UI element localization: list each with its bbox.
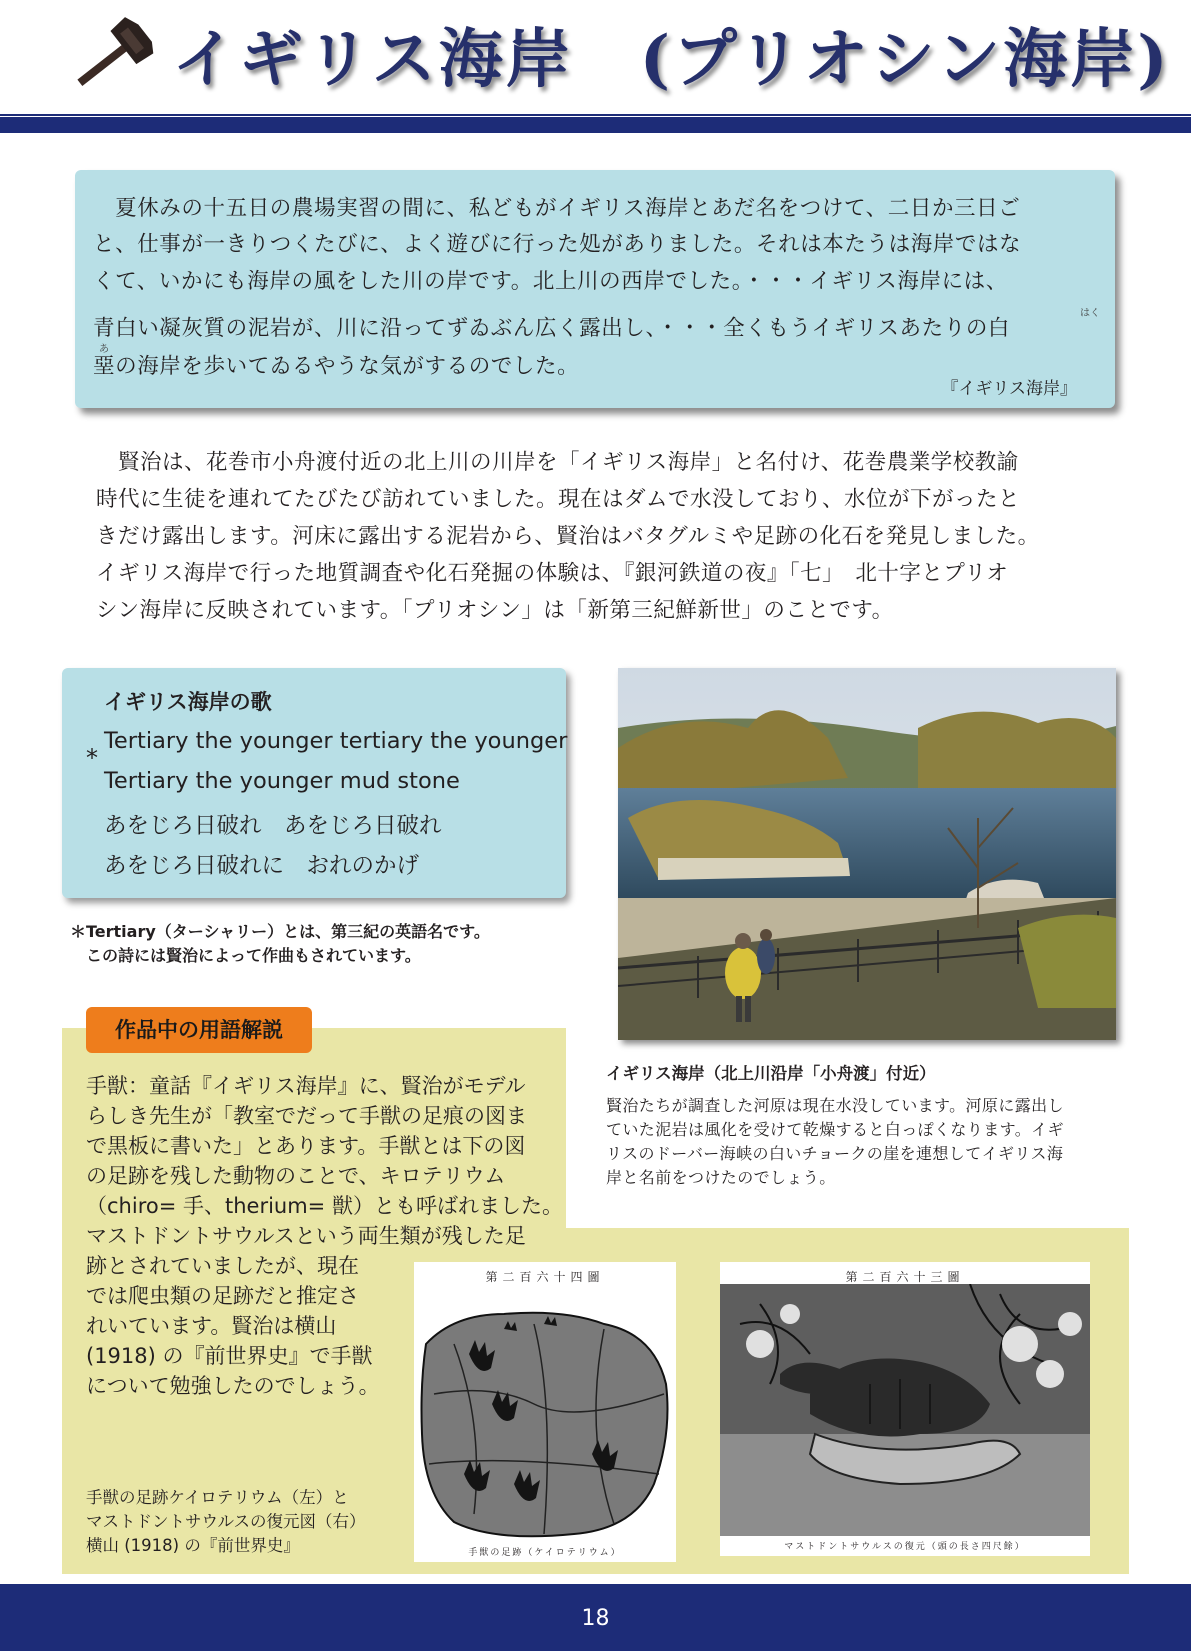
- song-title: イギリス海岸の歌: [104, 690, 272, 714]
- ruby-haku: はく: [1080, 308, 1100, 319]
- page-title: イギリス海岸 (プリオシン海岸): [172, 22, 1171, 97]
- quote-line: 青白い凝灰質の泥岩が、川に沿ってずゐぶん広く露出し、・・・全くもうイギリスあたりの白: [93, 316, 1011, 341]
- song-note: [70, 920, 490, 968]
- glossary-line: 手獣：童話『イギリス海岸』に、賢治がモデル: [86, 1074, 526, 1098]
- figure-footer: マストドントサウルスの復元（頭の長さ四尺餘）: [784, 1542, 1026, 1552]
- photo-caption-line: 岸と名前をつけたのでしょう。: [606, 1168, 836, 1187]
- hammer-icon: [62, 14, 162, 104]
- photo-caption-title: イギリス海岸（北上川沿岸「小舟渡」付近）: [606, 1064, 936, 1083]
- song-line: Tertiary the younger tertiary the younger: [104, 728, 568, 754]
- song-note-line: ＊Tertiary（ターシャリー）とは、第三紀の英語名です。: [70, 922, 490, 941]
- footprint-figure: [414, 1262, 676, 1562]
- glossary-line: では爬虫類の足跡だと推定さ: [86, 1284, 359, 1308]
- glossary-line: で黒板に書いた」とあります。手獣とは下の図: [86, 1134, 526, 1158]
- glossary-line: について勉強したのでしょう。: [86, 1374, 380, 1398]
- figure-caption-line: 横山 (1918) の『前世界史』: [86, 1536, 300, 1555]
- song-note-line: この詩には賢治によって作曲もされています。: [70, 946, 421, 965]
- figure-footer: 手獣の足跡（ケイロテリウム）: [468, 1548, 622, 1558]
- glossary-line: （chiro= 手、therium= 獣）とも呼ばれました。: [86, 1194, 563, 1218]
- song-asterisk: *: [86, 744, 98, 772]
- quote-line: 堊の海岸を歩いてゐるやうな気がするのでした。: [93, 354, 580, 379]
- glossary-line: 跡とされていましたが、現在: [86, 1254, 359, 1278]
- glossary-line: らしき先生が「教室でだって手獣の足痕の図ま: [86, 1104, 527, 1128]
- song-line: あをじろ日破れに おれのかげ: [104, 853, 420, 879]
- body-line: イギリス海岸で行った地質調査や化石発掘の体験は、『銀河鉄道の夜』「七」 北十字とプリオ: [96, 561, 1009, 586]
- photo-caption-line: 賢治たちが調査した河原は現在水没しています。河原に露出し: [606, 1096, 1064, 1115]
- title-rule: [0, 117, 1191, 133]
- figure-heading: 第二百六十三圖: [845, 1270, 965, 1284]
- song-line: あをじろ日破れ あをじろ日破れ: [104, 813, 442, 839]
- footer-bar: [0, 1584, 1191, 1651]
- body-line: 賢治は、花巻市小舟渡付近の北上川の川岸を「イギリス海岸」と名付け、花巻農業学校教諭: [96, 450, 1019, 475]
- figure-caption-line: マストドントサウルスの復元図（右）: [86, 1512, 366, 1531]
- body-line: 時代に生徒を連れてたびたび訪れていました。現在はダムで水没しており、水位が下がったと: [96, 487, 1021, 512]
- quote-source: 『イギリス海岸』: [941, 379, 1077, 399]
- figure-heading: 第二百六十四圖: [485, 1270, 605, 1284]
- glossary-line: れいています。賢治は横山: [86, 1314, 337, 1338]
- quote-box: [75, 170, 1115, 408]
- glossary-line: の足跡を残した動物のことで、キロテリウム: [86, 1164, 506, 1188]
- song-box: [62, 668, 566, 898]
- mastodonsaurus-figure: [720, 1262, 1090, 1556]
- body-line: シン海岸に反映されています。「プリオシン」は「新第三紀鮮新世」のことです。: [96, 598, 894, 623]
- ruby-a: あ: [99, 344, 109, 355]
- glossary-line: (1918) の『前世界史』で手獣: [86, 1344, 373, 1368]
- page-number: 18: [581, 1606, 610, 1631]
- quote-line: くて、いかにも海岸の風をした川の岸です。北上川の西岸でした。・・・イギリス海岸には、: [93, 269, 1008, 294]
- song-line: Tertiary the younger mud stone: [104, 768, 460, 794]
- quote-line: 夏休みの十五日の農場実習の間に、私どもがイギリス海岸とあだ名をつけて、二日か三日ご: [93, 196, 1021, 221]
- figure-caption-line: 手獣の足跡ケイロテリウム（左）と: [86, 1488, 349, 1507]
- glossary-tag: 作品中の用語解説: [86, 1007, 312, 1053]
- photo-caption-line: リスのドーバー海峡の白いチョークの崖を連想してイギリス海: [606, 1144, 1064, 1163]
- quote-line: と、仕事が一きりつくたびに、よく遊びに行った処がありました。それは本たうは海岸ではな: [93, 232, 1022, 257]
- body-line: きだけ露出します。河床に露出する泥岩から、賢治はバタグルミや足跡の化石を発見しました。: [96, 524, 1040, 549]
- photo-caption-line: ていた泥岩は風化を受けて乾燥すると白っぽくなります。イギ: [606, 1120, 1064, 1139]
- river-photo: [618, 668, 1116, 1040]
- glossary-line: マストドントサウルスという両生類が残した足: [86, 1224, 526, 1248]
